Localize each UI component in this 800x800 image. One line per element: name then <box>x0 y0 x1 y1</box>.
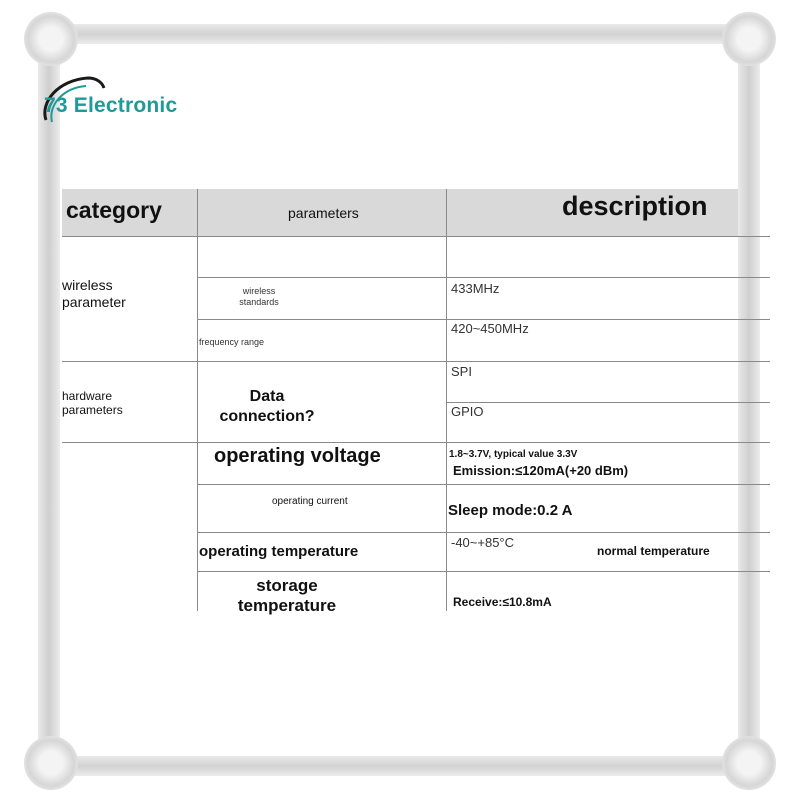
param-data-connection: Data connection? <box>219 388 315 425</box>
frame-left-border <box>38 30 60 770</box>
value-emission: Emission:≤120mA(+20 dBm) <box>453 463 629 478</box>
frame-corner-ornament <box>722 12 776 66</box>
frame-bottom-border <box>30 756 770 776</box>
value-temperature-range: -40~+85°C <box>451 535 515 550</box>
param-frequency-range: frequency range <box>199 337 265 347</box>
frame-corner-ornament <box>722 736 776 790</box>
param-storage-temperature: storage temperature <box>237 576 337 615</box>
value-sleep-mode: Sleep mode:0.2 A <box>448 502 573 519</box>
param-operating-temperature: operating temperature <box>199 543 359 560</box>
value-receive: Receive:≤10.8mA <box>453 595 552 609</box>
value-spi: SPI <box>451 364 472 379</box>
spec-table <box>62 189 738 615</box>
value-433mhz: 433MHz <box>451 281 500 296</box>
frame-right-border <box>738 30 760 770</box>
frame-corner-ornament <box>24 12 78 66</box>
category-hardware: hardware parameters <box>62 389 123 417</box>
header-category: category <box>66 197 162 223</box>
value-normal-temperature: normal temperature <box>597 544 710 558</box>
value-voltage: 1.8~3.7V, typical value 3.3V <box>449 449 578 460</box>
brand-name: 73 Electronic <box>44 94 178 117</box>
value-gpio: GPIO <box>451 404 484 419</box>
frame-top-border <box>30 24 770 44</box>
param-operating-current: operating current <box>272 496 348 507</box>
header-parameters: parameters <box>288 205 359 221</box>
param-operating-voltage: operating voltage <box>214 445 381 467</box>
value-frequency-range: 420~450MHz <box>451 321 529 336</box>
frame-corner-ornament <box>24 736 78 790</box>
header-description: description <box>562 191 708 221</box>
param-wireless-standards: wireless standards <box>239 286 279 307</box>
category-wireless: wireless parameter <box>62 277 126 310</box>
brand-logo <box>40 72 190 134</box>
